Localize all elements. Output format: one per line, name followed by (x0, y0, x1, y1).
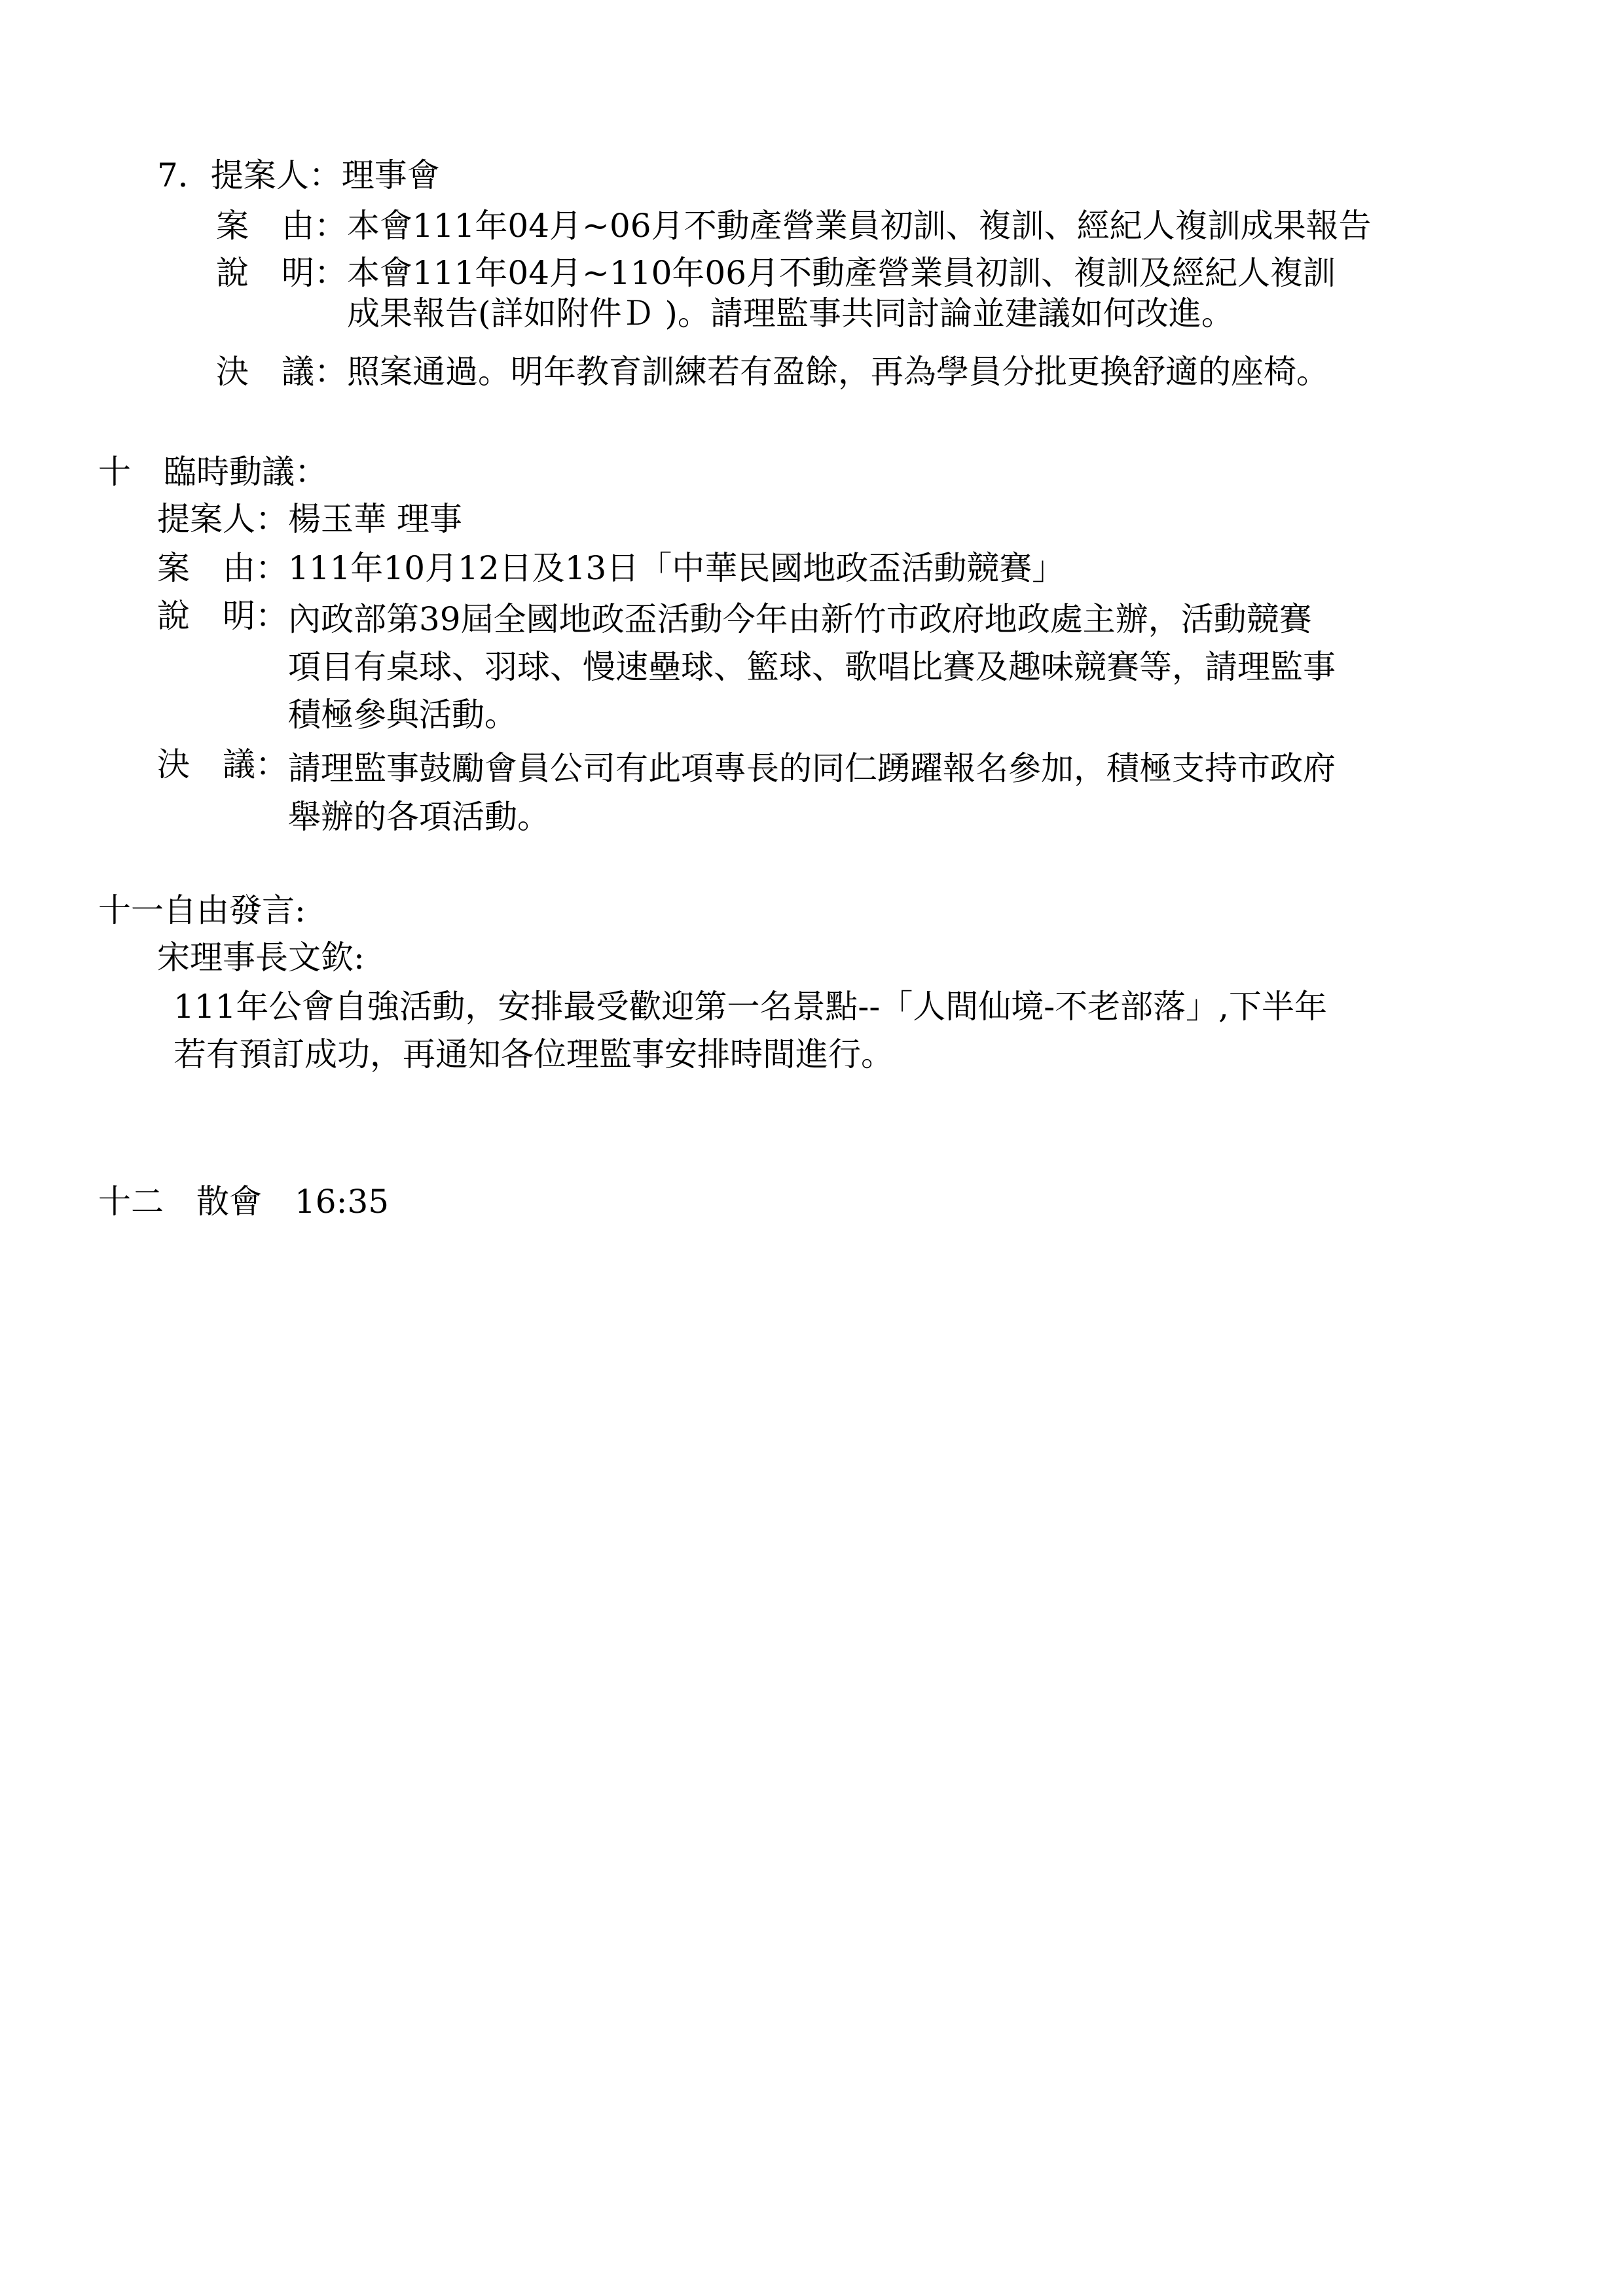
section10-reason-text: 111年10月12日及13日「中華民國地政盃活動競賽」 (288, 549, 1065, 587)
item7-explain-label: 說 明： (216, 254, 347, 292)
section10-heading: 十 臨時動議： (98, 453, 327, 491)
item7-reason (216, 206, 1372, 246)
section11-speaker: 宋理事長文欽: (157, 939, 365, 977)
item7-explain-line: 成果報告(詳如附件Ｄ )。請理監事共同討論並建議如何改進。 (347, 295, 1234, 332)
section11-speech-line: 111年公會自強活動，安排最受歡迎第一名景點--「人間仙境-不老部落」,下半年 (173, 988, 1328, 1026)
item7-explain-line: 本會111年04月~110年06月不動產營業員初訓、複訓及經紀人複訓 (347, 254, 1336, 292)
item7-reason-text: 本會111年04月~06月不動產營業員初訓、複訓、經紀人複訓成果報告 (347, 207, 1372, 245)
item7-resolution-text: 照案通過。明年教育訓練若有盈餘，再為學員分批更換舒適的座椅。 (347, 353, 1329, 391)
section10-explain-line: 項目有桌球、羽球、慢速壘球、籃球、歌唱比賽及趣味競賽等，請理監事 (288, 648, 1336, 686)
section10-explanation (157, 596, 1336, 739)
section11-speech-line: 若有預訂成功，再通知各位理監事安排時間進行。 (173, 1035, 894, 1073)
item7-heading: 7．提案人：理事會 (157, 156, 440, 194)
item7-resolution-label: 決 議： (216, 353, 347, 391)
section10-resolution (157, 744, 1336, 841)
section10-explain-line: 內政部第39屆全國地政盃活動今年由新竹市政府地政處主辦，活動競賽 (288, 600, 1312, 638)
section10-proposer: 提案人：楊玉華 理事 (157, 500, 462, 538)
section10-explain-line: 積極參與活動。 (288, 696, 517, 734)
item7-explanation (216, 253, 1336, 334)
item7-reason-label: 案 由： (216, 207, 347, 245)
item7-resolution (216, 351, 1329, 392)
section10-resolution-line: 請理監事鼓勵會員公司有此項專長的同仁踴躍報名參加，積極支持市政府 (288, 749, 1336, 787)
section12-heading: 十二 散會 16:35 (98, 1183, 390, 1221)
section10-resolution-line: 舉辦的各項活動。 (288, 798, 550, 836)
section10-resolution-label: 決 議： (157, 745, 288, 783)
section10-reason-label: 案 由： (157, 549, 288, 587)
section11-heading: 十一自由發言: (98, 891, 306, 929)
section10-explain-label: 說 明： (157, 597, 288, 635)
section10-reason (157, 548, 1065, 588)
